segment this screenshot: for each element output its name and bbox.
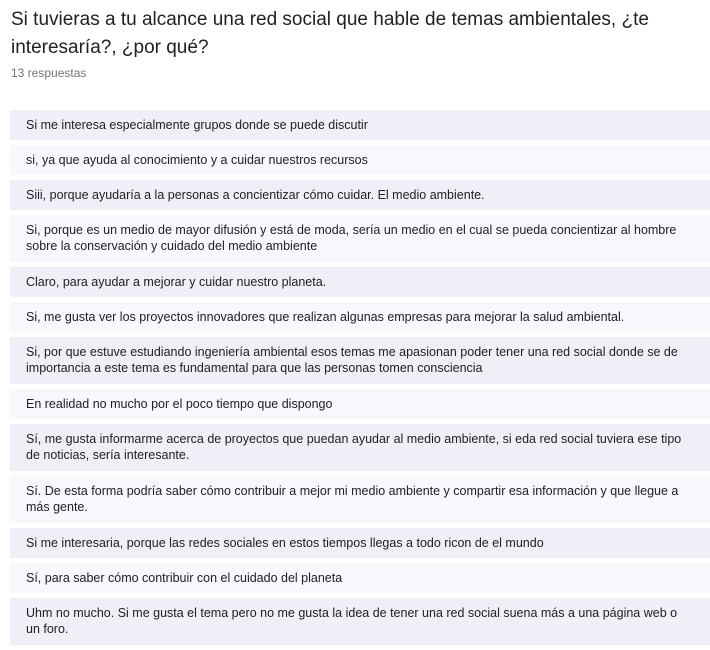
response-item: Si, por que estuve estudiando ingeniería ambiental esos temas me apasionan poder tener una red social donde se de importancia a este tema es fundamental para que las personas tomen consciencia [10, 337, 710, 384]
response-item: Uhm no mucho. Si me gusta el tema pero no me gusta la idea de tener una red social suena más a una página web o un foro. [10, 598, 710, 645]
response-item: En realidad no mucho por el poco tiempo que dispongo [10, 389, 710, 419]
response-item: Si me interesaria, porque las redes sociales en estos tiempos llegas a todo ricon de el mundo [10, 528, 710, 558]
response-item: Claro, para ayudar a mejorar y cuidar nuestro planeta. [10, 267, 710, 297]
question-title: Si tuvieras a tu alcance una red social que hable de temas ambientales, ¿te interesaría?, ¿por qué? [11, 9, 649, 58]
response-item: Siii, porque ayudaría a la personas a concientizar cómo cuidar. El medio ambiente. [10, 180, 710, 210]
response-count: 13 respuestas [11, 66, 87, 80]
response-item: Sí. De esta forma podría saber cómo contribuir a mejor mi medio ambiente y compartir esa información y que llegue a más gente. [10, 476, 710, 523]
response-list [10, 110, 710, 650]
response-item: Si, porque es un medio de mayor difusión y está de moda, sería un medio en el cual se pueda concientizar al hombre sobre la conservación y cuidado del medio ambiente [10, 215, 710, 262]
response-item: Sí, me gusta informarme acerca de proyectos que puedan ayudar al medio ambiente, si eda red social tuviera ese tipo de noticias, sería interesante. [10, 424, 710, 471]
response-item: Si, me gusta ver los proyectos innovadores que realizan algunas empresas para mejorar la salud ambiental. [10, 302, 710, 332]
response-item: si, ya que ayuda al conocimiento y a cuidar nuestros recursos [10, 145, 710, 175]
response-item: Sí, para saber cómo contribuir con el cuidado del planeta [10, 563, 710, 593]
response-item: Si me interesa especialmente grupos donde se puede discutir [10, 110, 710, 140]
